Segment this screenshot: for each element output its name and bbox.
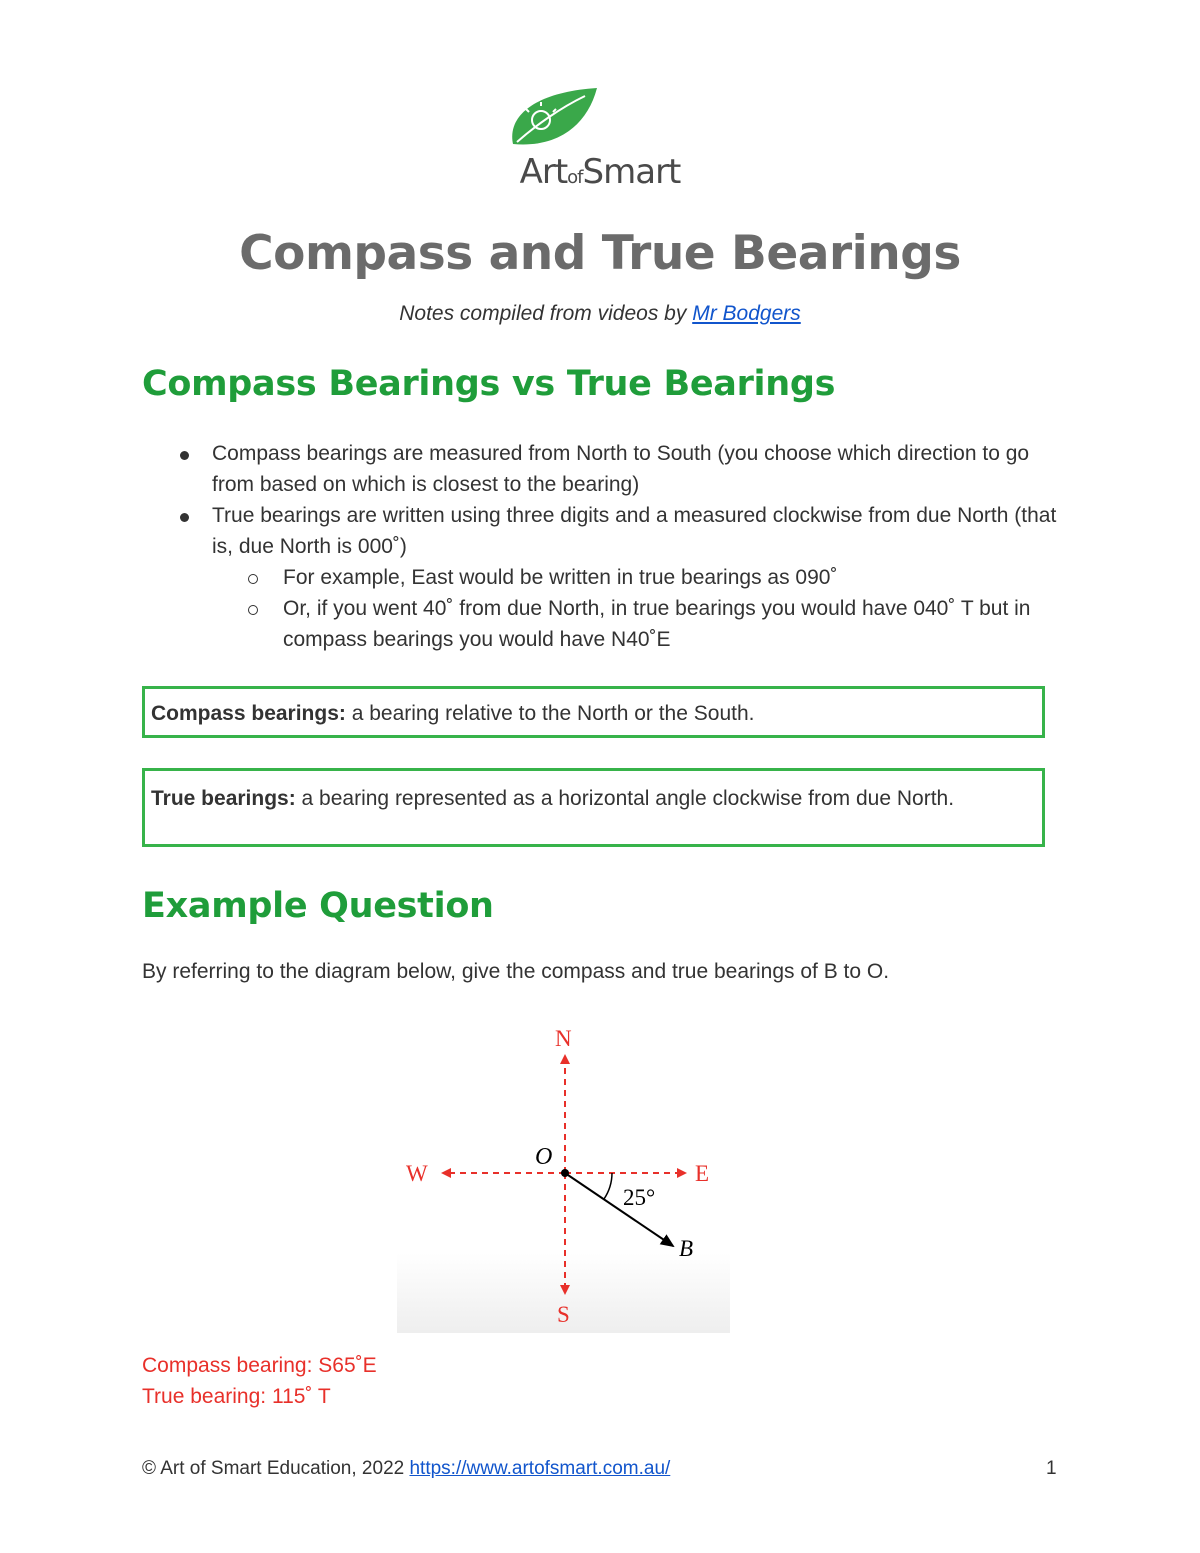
section-heading-example: Example Question: [142, 886, 494, 926]
page-subtitle: Notes compiled from videos by Mr Bodgers: [399, 302, 801, 325]
list-item: Or, if you went 40˚ from due North, in true bearings you would have 040˚ T but in compass bearings you would have N40˚E: [142, 593, 1072, 655]
list-item: For example, East would be written in true bearings as 090˚: [142, 562, 1072, 593]
compass-bearing-answer: Compass bearing: S65˚E: [142, 1354, 377, 1377]
list-item: Compass bearings are measured from North to South (you choose which direction to go from based on which is closest to the bearing): [142, 438, 1072, 500]
bearing-line-ob: [565, 1173, 673, 1246]
sub-bullet-icon: [248, 574, 258, 584]
true-bearing-answer: True bearing: 115˚ T: [142, 1385, 331, 1408]
section-heading-bearings: Compass Bearings vs True Bearings: [142, 364, 836, 404]
page-title: Compass and True Bearings: [239, 226, 961, 281]
angle-arc: [604, 1173, 612, 1199]
point-b-label: B: [679, 1236, 694, 1261]
south-label: S: [557, 1302, 570, 1327]
west-label: W: [406, 1161, 428, 1186]
artofsmart-link[interactable]: https://www.artofsmart.com.au/: [409, 1458, 671, 1479]
footer-copyright: © Art of Smart Education, 2022 https://www.artofsmart.com.au/: [142, 1458, 671, 1479]
mr-bodgers-link[interactable]: Mr Bodgers: [692, 302, 801, 325]
bearing-diagram: [397, 1018, 730, 1333]
definition-box-compass: Compass bearings: a bearing relative to the North or the South.: [142, 686, 1045, 738]
bearing-diagram-svg: [397, 1018, 730, 1333]
leaf-icon: [505, 86, 695, 156]
definition-box-true: True bearings: a bearing represented as a horizontal angle clockwise from due North.: [142, 768, 1045, 847]
sub-bullet-icon: [248, 605, 258, 615]
page-number: 1: [1046, 1458, 1057, 1479]
bearing-notes-list: [142, 438, 1072, 655]
east-label: E: [695, 1161, 710, 1186]
origin-point: [561, 1169, 569, 1177]
north-label: N: [555, 1026, 572, 1051]
logo: [505, 86, 695, 196]
origin-label: O: [535, 1144, 553, 1170]
logo-wordmark: ArtofSmart: [519, 152, 681, 192]
angle-label: 25°: [623, 1185, 656, 1210]
bullet-icon: [180, 513, 189, 522]
list-item: True bearings are written using three digits and a measured clockwise from due North (that is, due North is 000˚): [142, 500, 1072, 562]
example-prompt: By referring to the diagram below, give the compass and true bearings of B to O.: [142, 960, 890, 983]
bullet-icon: [180, 451, 189, 460]
